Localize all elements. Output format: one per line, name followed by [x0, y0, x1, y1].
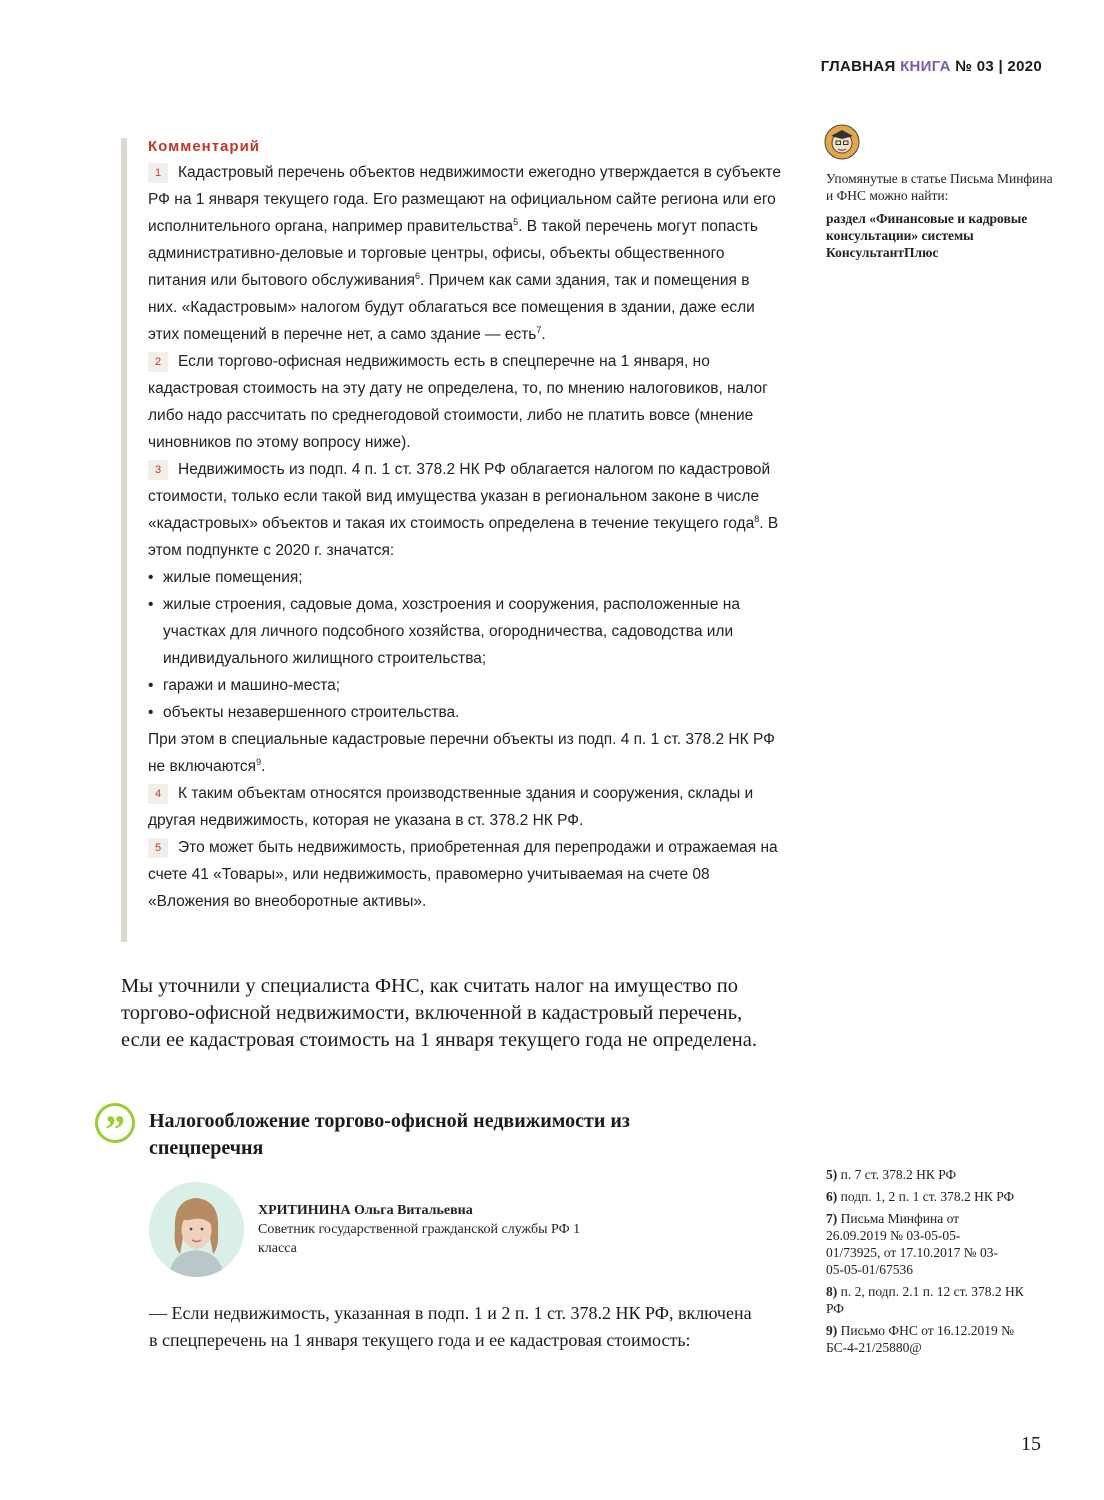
list-item: • гаражи и машино-места;	[148, 672, 781, 699]
expert-position: Советник государственной гражданской службы РФ 1 класса	[258, 1222, 581, 1256]
list-item: • жилые строения, садовые дома, хозстроения и сооружения, расположенные на участках для личного подсобного хозяйства, огородничества, садоводства или индивидуального жилищного строительства;	[148, 591, 781, 672]
intro-paragraph	[121, 973, 776, 1054]
comment-text-5: Это может быть недвижимость, приобретенная для перепродажи и отражаемая на счете 41 «Товары», или недвижимость, правомерно учитываемая на счете 08 «Вложения во внеоборотные активы».	[148, 839, 778, 910]
comment-text-3b: . В этом подпункте с 2020 г. значатся:	[148, 515, 779, 559]
comment-text-4: К таким объектам относятся производственные здания и сооружения, склады и другая недвижимость, которая не указана в ст. 378.2 НК РФ.	[148, 785, 754, 829]
footnote-number: 5)	[826, 1167, 838, 1182]
header-brand-part2: КНИГА	[900, 58, 951, 75]
comment-paragraph-3	[148, 456, 781, 564]
comment-text-1a: Кадастровый перечень объектов недвижимости ежегодно утверждается в субъекте РФ на 1 января текущего года. Его размещают на официальном сайте региона или его исполнительного органа, например правительства	[148, 164, 781, 235]
comment-text-1c: . Причем как сами здания, так и помещения в них. «Кадастровым» налогом будут облагаться все помещения в здании, даже если этих помещений в перечне нет, а само здание — есть	[148, 272, 755, 343]
expert-avatar	[149, 1182, 244, 1277]
comment-text-1b: . В такой перечень могут попасть административно-деловые и торговые центры, офисы, объекты общественного питания или бытового обслуживания	[148, 218, 758, 289]
comment-text-2: Если торгово-офисная недвижимость есть в спецперечне на 1 января, но кадастровая стоимость на эту дату не определена, то, по мнению налоговиков, налог либо надо рассчитать по среднегодовой стоимости, либо не платить вовсе (мнение чиновников по этому вопросу ниже).	[148, 353, 768, 451]
comment-number-3: 3	[148, 460, 168, 480]
footnote-number: 6)	[826, 1189, 838, 1204]
expert-answer: — Если недвижимость, указанная в подп. 1 и 2 п. 1 ст. 378.2 НК РФ, включена в спецперечень на 1 января текущего года и ее кадастровая стоимость:	[149, 1303, 752, 1350]
footnote-ref-7: 7	[536, 324, 542, 335]
expert-photo-icon	[149, 1182, 244, 1277]
quote-mark: ”	[105, 1107, 125, 1152]
comment-paragraph-4	[148, 780, 781, 834]
comment-text-1d: .	[541, 326, 546, 343]
comment-text-3d: .	[261, 758, 266, 775]
comment-number-5: 5	[148, 838, 168, 858]
footnote-item	[826, 1166, 1061, 1183]
comment-paragraph-3-cont	[148, 726, 781, 780]
footnote-number: 9)	[826, 1323, 838, 1338]
quote-icon	[95, 1103, 135, 1152]
header-issue: № 03 | 2020	[950, 58, 1042, 75]
list-item: • жилые помещения;	[148, 564, 781, 591]
footnote-item	[826, 1210, 1011, 1278]
footnotes	[826, 1166, 1061, 1361]
sidebar-note-text: Упомянутые в статье Письма Минфина и ФНС можно найти:	[826, 171, 1053, 203]
list-item: • объекты незавершенного строительства.	[148, 699, 781, 726]
footnote-text: п. 7 ст. 378.2 НК РФ	[837, 1167, 957, 1182]
footnote-item	[826, 1322, 1026, 1356]
footnote-ref-6: 6	[415, 270, 421, 281]
intro-text: Мы уточнили у специалиста ФНС, как считать налог на имущество по торгово-офисной недвижимости, включенной в кадастровый перечень, если ее кадастровая стоимость на 1 января текущего года не определена.	[121, 975, 757, 1051]
comment-number-2: 2	[148, 352, 168, 372]
footnote-text: подп. 1, 2 п. 1 ст. 378.2 НК РФ	[837, 1189, 1015, 1204]
section-heading: Налогообложение торгово-офисной недвижимости из спецперечня	[149, 1110, 630, 1159]
expert-info	[258, 1201, 618, 1258]
footnote-text: п. 2, подп. 2.1 п. 12 ст. 378.2 НК РФ	[826, 1284, 1024, 1316]
footnote-number: 7)	[826, 1211, 838, 1226]
footnote-number: 8)	[826, 1284, 838, 1299]
comment-paragraph-2	[148, 348, 781, 456]
comment-number-1: 1	[148, 163, 168, 183]
footnote-text: Письмо ФНС от 16.12.2019 № БС-4-21/25880@	[826, 1323, 1015, 1355]
sidebar-note	[826, 170, 1056, 261]
magazine-header	[821, 58, 1042, 75]
comment-block	[121, 138, 781, 942]
page-number: 15	[1021, 1433, 1041, 1455]
footnote-ref-8: 8	[754, 513, 760, 524]
comment-title: Комментарий	[148, 138, 261, 155]
comment-number-4: 4	[148, 784, 168, 804]
comment-paragraph-1	[148, 159, 781, 348]
sidebar-note-bold: раздел «Финансовые и кадровые консультации» системы КонсультантПлюс	[826, 211, 1028, 260]
footnote-ref-9: 9	[256, 756, 262, 767]
property-list	[148, 564, 781, 726]
comment-paragraph-5	[148, 834, 781, 915]
footnote-ref-5: 5	[513, 216, 519, 227]
footnote-item	[826, 1283, 1041, 1317]
comment-text-3c: При этом в специальные кадастровые перечни объекты из подп. 4 п. 1 ст. 378.2 НК РФ не включаются	[148, 731, 775, 775]
footnote-item	[826, 1188, 1061, 1205]
comment-text-3a: Недвижимость из подп. 4 п. 1 ст. 378.2 НК РФ облагается налогом по кадастровой стоимости, только если такой вид имущества указан в региональном законе в числе «кадастровых» объектов и такая их стоимость определена в течение текущего года	[148, 461, 771, 532]
consultant-mascot-icon	[824, 124, 860, 160]
header-brand-part1: ГЛАВНАЯ	[820, 58, 901, 75]
expert-name: ХРИТИНИНА Ольга Витальевна	[258, 1203, 473, 1218]
footnote-text: Письма Минфина от 26.09.2019 № 03-05-05-01/73925, от 17.10.2017 № 03-05-05-01/67536	[826, 1211, 998, 1277]
